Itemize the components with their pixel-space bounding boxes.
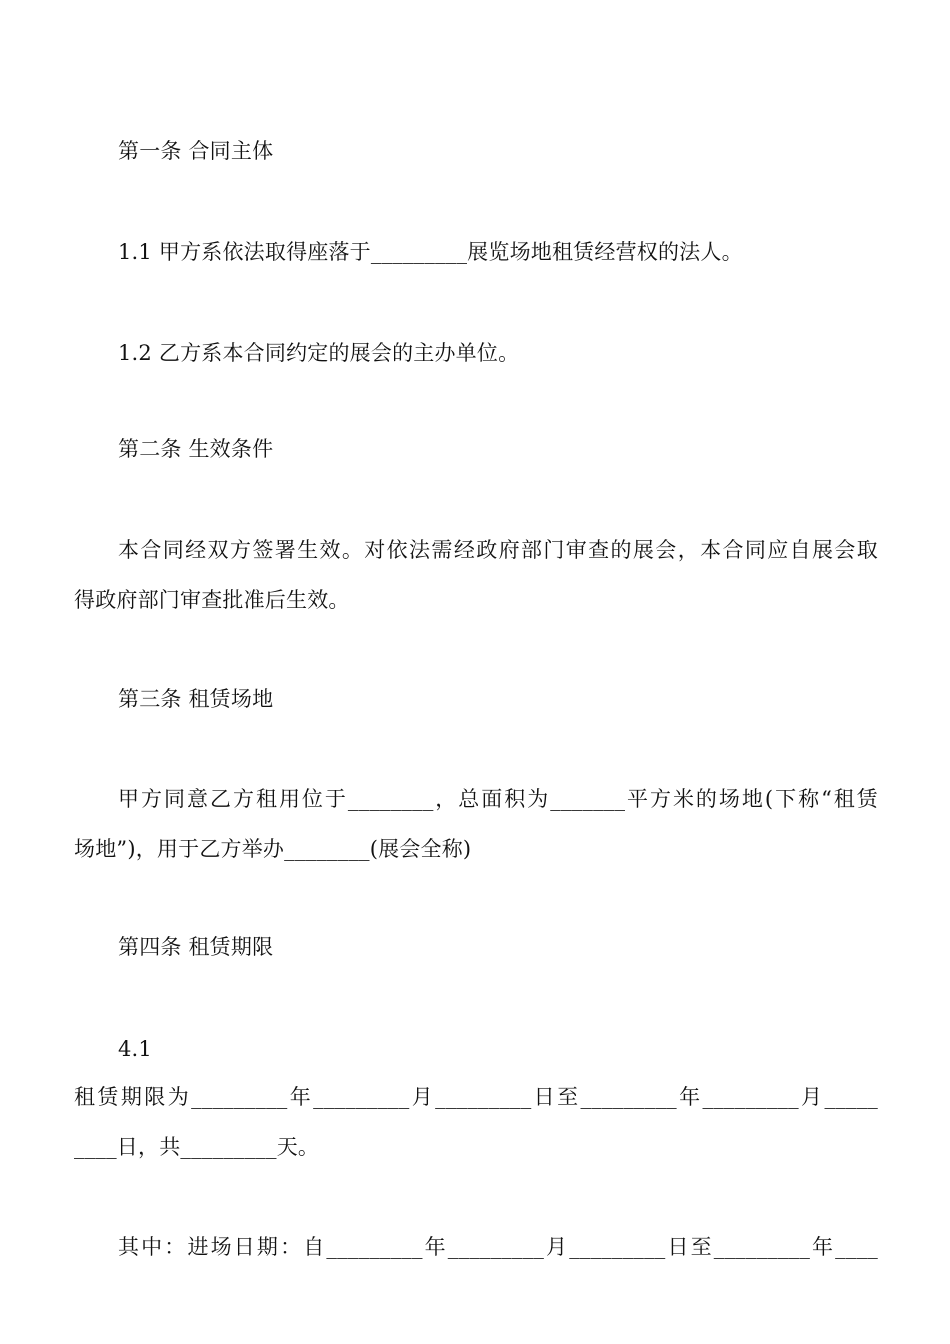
clause-4-1-line-2: ____日，共_________天。 bbox=[74, 1135, 320, 1159]
clause-4-1-line-1: 租赁期限为_________年_________月_________日至_________年_________月_____ bbox=[74, 1085, 878, 1109]
article-4-heading: 第四条 租赁期限 bbox=[118, 935, 274, 959]
entry-date-line: 其中：进场日期：自_________年_________月_________日至_________年____ bbox=[118, 1235, 878, 1259]
article-3-paragraph-line-1: 甲方同意乙方租用位于________，总面积为_______平方米的场地(下称“租赁 bbox=[118, 787, 878, 811]
article-2-heading: 第二条 生效条件 bbox=[118, 437, 274, 461]
article-2-paragraph-line-1: 本合同经双方签署生效。对依法需经政府部门审查的展会，本合同应自展会取 bbox=[118, 538, 878, 562]
article-2-paragraph-line-2: 得政府部门审查批准后生效。 bbox=[74, 588, 350, 612]
article-3-paragraph-line-2: 场地”)，用于乙方举办________(展会全称) bbox=[74, 837, 472, 861]
clause-1-2: 1.2 乙方系本合同约定的展会的主办单位。 bbox=[118, 341, 520, 365]
article-3-heading: 第三条 租赁场地 bbox=[118, 687, 274, 711]
clause-4-1-number: 4.1 bbox=[118, 1037, 152, 1061]
article-1-heading: 第一条 合同主体 bbox=[118, 139, 274, 163]
clause-1-1: 1.1 甲方系依法取得座落于_________展览场地租赁经营权的法人。 bbox=[118, 240, 743, 264]
